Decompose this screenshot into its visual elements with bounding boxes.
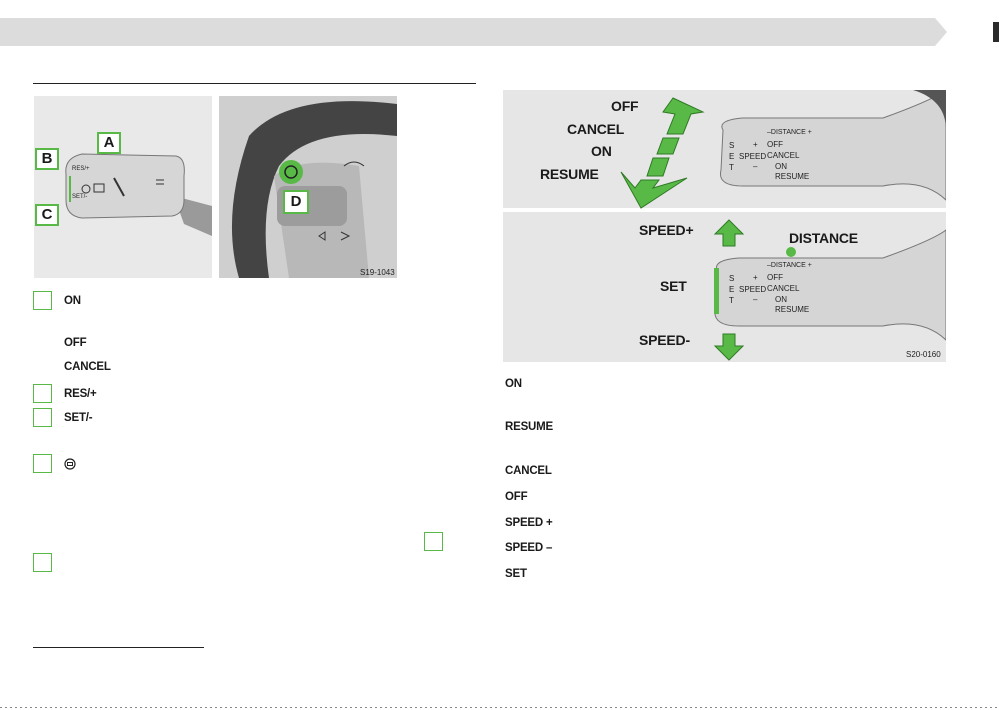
fig-label-set: SET <box>660 278 687 294</box>
lever-top-t: T <box>729 163 734 172</box>
lever-top-minus: – <box>753 162 758 171</box>
inline-square-right <box>424 532 443 551</box>
lever-bottom-speed: SPEED <box>739 285 767 294</box>
callout-d <box>283 190 309 214</box>
fig-label-speed-plus: SPEED+ <box>639 222 694 238</box>
fig-label-resume: RESUME <box>540 166 599 182</box>
legend-square-3 <box>33 408 52 427</box>
legend-cancel: CANCEL <box>64 361 111 373</box>
legend-res: RES/+ <box>64 388 97 400</box>
lever-top-resume: RESUME <box>775 172 810 181</box>
lever-top-plus: + <box>753 140 758 149</box>
lever-top-s: S <box>729 141 735 150</box>
callout-a-letter: A <box>103 134 115 151</box>
legend-on: ON <box>64 295 81 307</box>
lever-bottom-off: OFF <box>767 273 783 282</box>
lever-bottom-s: S <box>729 274 735 283</box>
figure-code-right: S20-0160 <box>906 350 941 359</box>
lever-top-off: OFF <box>767 140 783 149</box>
callout-a <box>97 132 121 154</box>
legend-square-1 <box>33 291 52 310</box>
lever-bottom-minus: – <box>753 295 758 304</box>
fig-label-off: OFF <box>611 98 639 114</box>
footnote-rule <box>33 647 204 648</box>
chapter-header-bar <box>0 18 935 46</box>
lever-label-res: RES/+ <box>72 166 90 172</box>
legend-off: OFF <box>64 337 87 349</box>
fig-label-speed-minus: SPEED- <box>639 332 690 348</box>
page-bottom-border <box>0 707 999 708</box>
fig-label-on: ON <box>591 143 612 159</box>
legend-square-2 <box>33 384 52 403</box>
fig-label-cancel: CANCEL <box>567 121 625 137</box>
legend-r-on: ON <box>505 378 522 390</box>
figure-stalk <box>34 96 212 278</box>
lever-top-distance: –DISTANCE + <box>767 129 812 136</box>
header-tab-marker <box>993 22 999 42</box>
lever-top-cancel: CANCEL <box>767 151 800 160</box>
legend-set: SET/- <box>64 412 93 424</box>
callout-b <box>35 148 59 170</box>
lever-top-e: E <box>729 152 735 161</box>
lever-bottom-distance: –DISTANCE + <box>767 262 812 269</box>
header-arrow <box>935 18 947 46</box>
fig-label-distance: DISTANCE <box>789 230 858 246</box>
lever-bottom-resume: RESUME <box>775 305 810 314</box>
section-rule <box>33 83 476 84</box>
figure-steering-wheel <box>219 96 397 278</box>
lever-bottom-on: ON <box>775 295 787 304</box>
lever-bottom-e: E <box>729 285 735 294</box>
lever-bottom-cancel: CANCEL <box>767 284 800 293</box>
legend-r-off: OFF <box>505 491 528 503</box>
lever-label-set: SET/- <box>72 194 88 200</box>
callout-c-letter: C <box>41 206 53 223</box>
legend-square-4 <box>33 454 52 473</box>
lever-top-speed: SPEED <box>739 152 767 161</box>
lever-top-on: ON <box>775 162 787 171</box>
legend-r-speed-minus: SPEED – <box>505 542 553 554</box>
legend-square-5 <box>33 553 52 572</box>
legend-r-set: SET <box>505 568 527 580</box>
figure-code-left: S19-1043 <box>360 268 395 277</box>
legend-r-speed-plus: SPEED + <box>505 517 553 529</box>
figure-cruise-lever <box>503 90 946 362</box>
callout-c <box>35 204 59 226</box>
lever-bottom-t: T <box>729 296 734 305</box>
legend-r-resume: RESUME <box>505 421 554 433</box>
callout-d-letter: D <box>290 193 302 210</box>
cruise-control-icon <box>64 457 76 475</box>
lever-bottom-plus: + <box>753 273 758 282</box>
callout-b-letter: B <box>41 150 53 167</box>
legend-r-cancel: CANCEL <box>505 465 552 477</box>
